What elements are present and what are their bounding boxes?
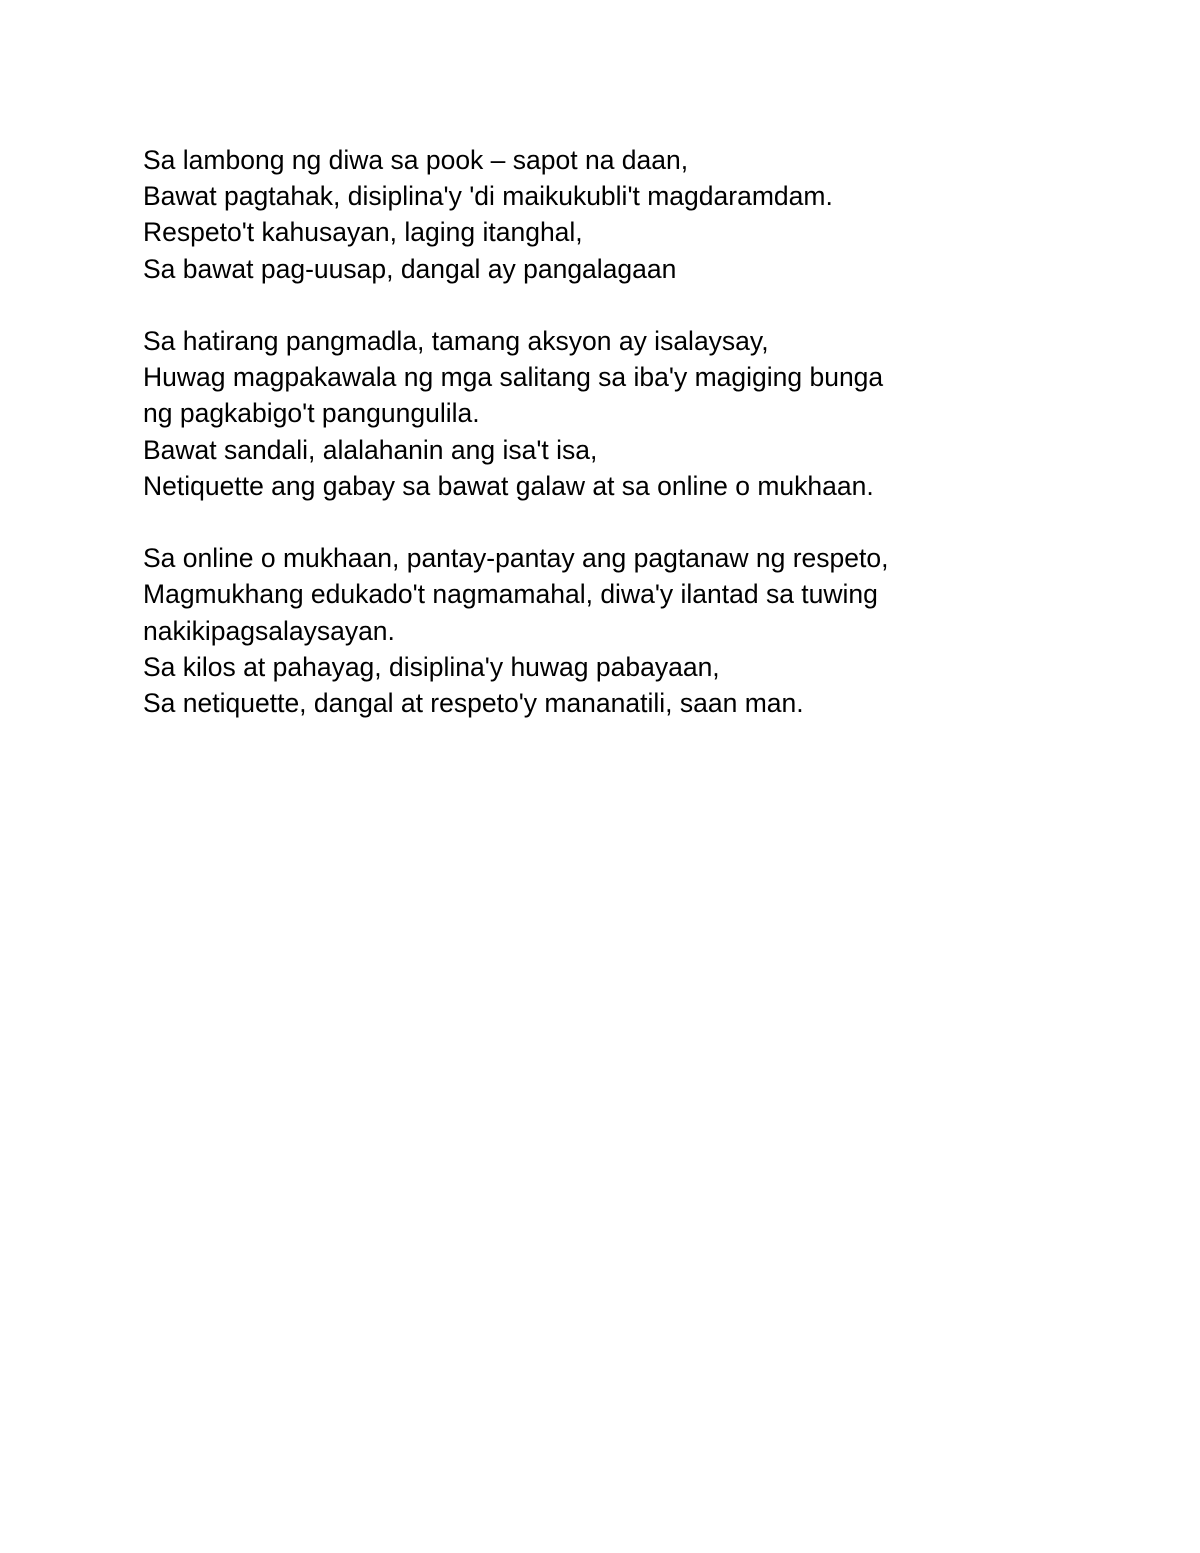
poem-line: Netiquette ang gabay sa bawat galaw at sa online o mukhaan.: [143, 470, 874, 501]
stanza-1: [143, 142, 1083, 287]
poem-line: Sa hatirang pangmadla, tamang aksyon ay isalaysay,: [143, 326, 769, 356]
poem-line: Huwag magpakawala ng mga salitang sa iba'y magiging bunga: [143, 362, 884, 393]
poem-line: nakikipagsalaysayan.: [143, 615, 395, 646]
poem-line: Sa lambong ng diwa sa pook – sapot na daan,: [143, 145, 689, 175]
stanza-2: [143, 323, 1083, 504]
poem-line: Bawat sandali, alalahanin ang isa't isa,: [143, 434, 598, 465]
poem-body: [143, 142, 1083, 757]
poem-line: Sa kilos at pahayag, disiplina'y huwag pabayaan,: [143, 651, 720, 682]
stanza-3: [143, 540, 1083, 721]
poem-line: ng pagkabigo't pangungulila.: [143, 398, 480, 429]
poem-line: Bawat pagtahak, disiplina'y 'di maikukubli't magdaramdam.: [143, 181, 833, 212]
poem-line: Sa bawat pag-uusap, dangal ay pangalagaan: [143, 253, 677, 284]
poem-line: Magmukhang edukado't nagmamahal, diwa'y ilantad sa tuwing: [143, 579, 878, 610]
poem-line: Sa netiquette, dangal at respeto'y mananatili, saan man.: [143, 688, 804, 719]
poem-line: Respeto't kahusayan, laging itanghal,: [143, 217, 583, 248]
poem-line: Sa online o mukhaan, pantay-pantay ang pagtanaw ng respeto,: [143, 543, 889, 574]
